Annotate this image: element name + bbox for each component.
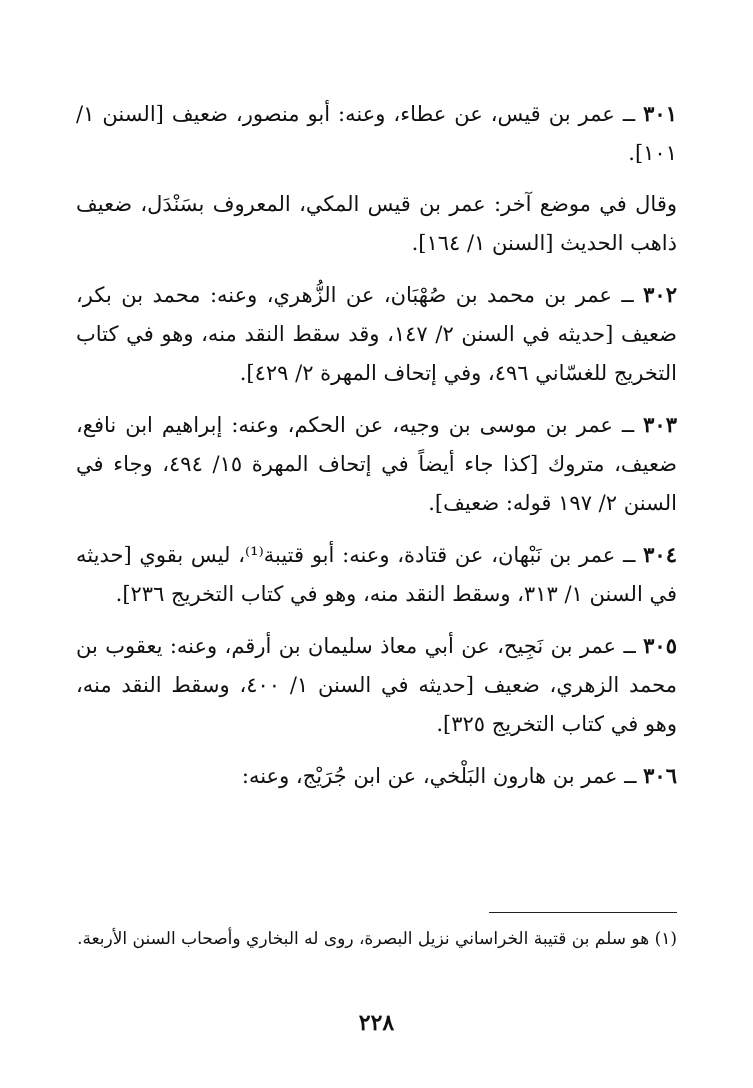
entry-303 [76, 405, 677, 523]
entry-302 [76, 275, 677, 393]
entry-text: ــ عمر بن موسى بن وجيه، عن الحكم، وعنه: إبراهيم ابن نافع، ضعيف، متروك [كذا جاء أيضاً في إتحاف المهرة ١٥/ ٤٩٤، وجاء في السنن ٢/ ١٩٧ قوله: ضعيف]. [76, 413, 677, 515]
entry-text: ــ عمر بن نَجِيح، عن أبي معاذ سليمان بن أرقم، وعنه: يعقوب بن محمد الزهري، ضعيف [حديثه في السنن ١/ ٤٠٠، وسقط النقد منه، وهو في كتاب التخريج ٣٢٥]. [76, 634, 677, 736]
entry-number: ٣٠٥ [643, 633, 677, 658]
entry-text: ــ عمر بن محمد بن صُهْبَان، عن الزُّهري، وعنه: محمد بن بكر، ضعيف [حديثه في السنن ٢/ ١٤٧، وقد سقط النقد منه، وهو في كتاب التخريج للغسّاني ٤٩٦، وفي إتحاف المهرة ٢/ ٤٢٩]. [76, 283, 677, 385]
entry-301 [76, 94, 677, 173]
entry-text: ــ عمر بن هارون البَلْخي، عن ابن جُرَيْج، وعنه: [241, 764, 644, 788]
entry-text: ــ عمر بن نَبْهان، عن قتادة، وعنه: أبو قتيبة⁽¹⁾، ليس بقوي [حديثه في السنن ١/ ٣١٣، وسقط النقد منه، وهو في كتاب التخريج ٢٣٦]. [76, 543, 677, 606]
entry-number: ٣٠٣ [643, 412, 677, 437]
entry-text: وقال في موضع آخر: عمر بن قيس المكي، المعروف بسَنْدَل، ضعيف ذاهب الحديث [السنن ١/ ١٦٤]. [76, 192, 677, 255]
entry-text: ــ عمر بن قيس، عن عطاء، وعنه: أبو منصور، ضعيف [السنن ١/ ١٠١]. [76, 102, 677, 165]
footnote: (١) هو سلم بن قتيبة الخراساني نزيل البصرة، روى له البخاري وأصحاب السنن الأربعة. [77, 929, 677, 949]
page-number: ٢٢٨ [358, 1010, 395, 1036]
entry-number: ٣٠٦ [643, 763, 677, 788]
entry-number: ٣٠٤ [643, 542, 677, 567]
entry-306 [76, 756, 677, 796]
entry-305 [76, 626, 677, 744]
entry-number: ٣٠٢ [643, 282, 677, 307]
entry-301-note [76, 185, 677, 263]
entry-number: ٣٠١ [643, 101, 677, 126]
entry-304 [76, 535, 677, 614]
footnote-divider [489, 912, 677, 913]
main-text [76, 94, 677, 808]
